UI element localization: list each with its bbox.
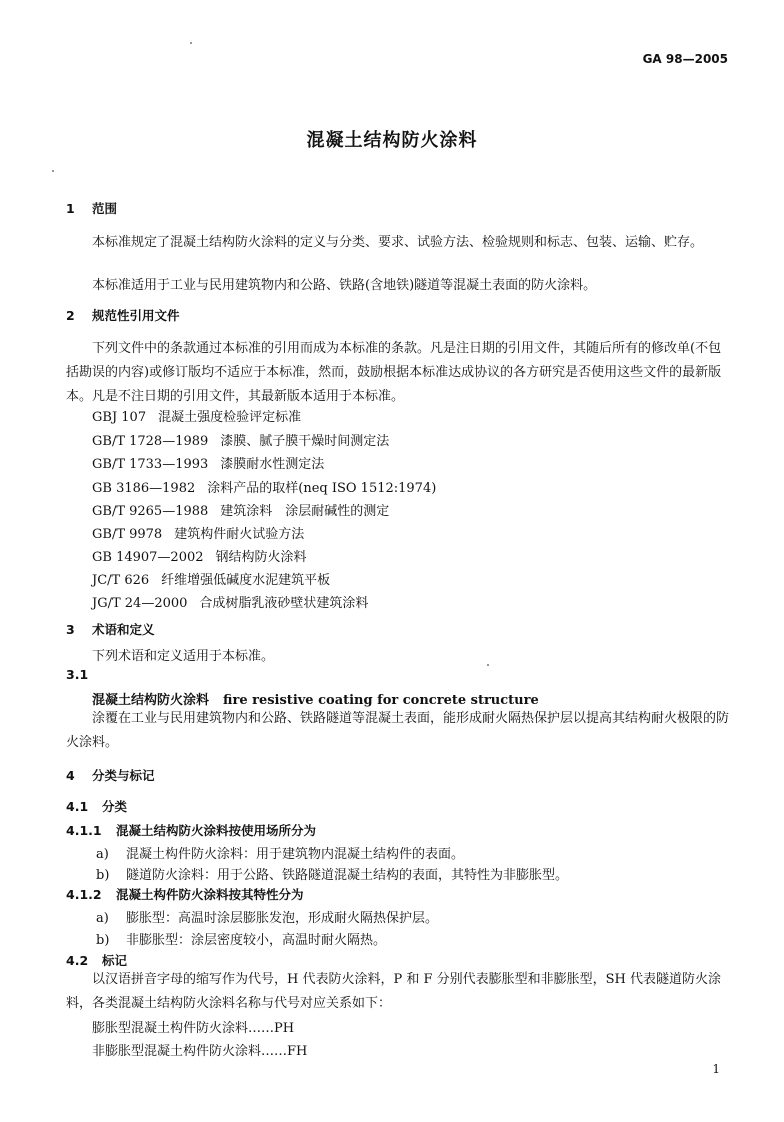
subsection-4-2-heading: 4.2 标记 <box>66 953 128 968</box>
standard-code: GA 98—2005 <box>642 52 728 66</box>
section-1-para-1: 本标准规定了混凝土结构防火涂料的定义与分类、要求、试验方法、检验规则和标志、包装、运输、贮存。 <box>92 235 704 250</box>
scan-speck <box>52 170 54 172</box>
document-title: 混凝土结构防火涂料 <box>306 130 478 151</box>
list-item: a) 膨胀型：高温时涂层膨胀发泡，形成耐火隔热保护层。 <box>96 911 439 926</box>
subsection-4-1-1-heading: 4.1.1 混凝土结构防火涂料按使用场所分为 <box>66 823 317 838</box>
section-2-heading: 2 规范性引用文件 <box>66 308 180 323</box>
subsection-4-1-2-heading: 4.1.2 混凝土构件防火涂料按其特性分为 <box>66 887 304 902</box>
reference-item: GB 14907—2002 钢结构防火涂料 <box>92 550 307 565</box>
section-4-2-para: 以汉语拼音字母的缩写作为代号，H 代表防火涂料，P 和 F 分别代表膨胀型和非膨胀型，SH 代表隧道防火涂料，各类混凝土结构防火涂料名称与代号对应关系如下： <box>66 972 722 1011</box>
section-2-para: 下列文件中的条款通过本标准的引用而成为本标准的条款。凡是注日期的引用文件，其随后所有的修改单(不包括勘误的内容)或修订版均不适应于本标准，然而，鼓励根据本标准达成协议的各方研究是否使用这些文件的最新版本。凡是不注日期的引用文件，其最新版本适用于本标准。 <box>66 341 722 404</box>
subsection-4-1-heading: 4.1 分类 <box>66 799 128 814</box>
reference-item: GB 3186—1982 涂料产品的取样(neq ISO 1512:1974) <box>92 481 437 496</box>
scan-speck <box>190 42 192 44</box>
reference-item: GB/T 1728—1989 漆膜、腻子膜干燥时间测定法 <box>92 434 390 449</box>
reference-item: GB/T 9978 建筑构件耐火试验方法 <box>92 527 305 542</box>
page-number: 1 <box>712 1062 720 1076</box>
list-item: b) 隧道防火涂料：用于公路、铁路隧道混凝土结构的表面，其特性为非膨胀型。 <box>96 868 569 883</box>
code-mapping-line: 非膨胀型混凝土构件防火涂料……FH <box>92 1044 308 1059</box>
code-mapping-line: 膨胀型混凝土构件防火涂料……PH <box>92 1021 295 1036</box>
reference-item: GB/T 1733—1993 漆膜耐水性测定法 <box>92 457 325 472</box>
term-heading: 混凝土结构防火涂料 fire resistive coating for concrete structure <box>92 693 539 708</box>
reference-item: JG/T 24—2000 合成树脂乳液砂壁状建筑涂料 <box>92 596 369 611</box>
section-3-heading: 3 术语和定义 <box>66 622 155 637</box>
scan-speck <box>487 664 489 666</box>
reference-item: GBJ 107 混凝土强度检验评定标准 <box>92 410 302 425</box>
reference-item: GB/T 9265—1988 建筑涂料 涂层耐碱性的测定 <box>92 504 390 519</box>
term-definition: 涂覆在工业与民用建筑物内和公路、铁路隧道等混凝土表面，能形成耐火隔热保护层以提高其结构耐火极限的防火涂料。 <box>66 711 730 750</box>
reference-item: JC/T 626 纤维增强低碱度水泥建筑平板 <box>92 573 331 588</box>
section-4-heading: 4 分类与标记 <box>66 768 155 783</box>
subsection-3-1-number: 3.1 <box>66 667 89 682</box>
section-3-intro: 下列术语和定义适用于本标准。 <box>92 649 275 664</box>
list-item: b) 非膨胀型：涂层密度较小，高温时耐火隔热。 <box>96 933 387 948</box>
section-1-para-2: 本标准适用于工业与民用建筑物内和公路、铁路(含地铁)隧道等混凝土表面的防火涂料。 <box>92 278 597 293</box>
list-item: a) 混凝土构件防火涂料：用于建筑物内混凝土结构件的表面。 <box>96 847 465 862</box>
section-1-heading: 1 范围 <box>66 201 118 216</box>
